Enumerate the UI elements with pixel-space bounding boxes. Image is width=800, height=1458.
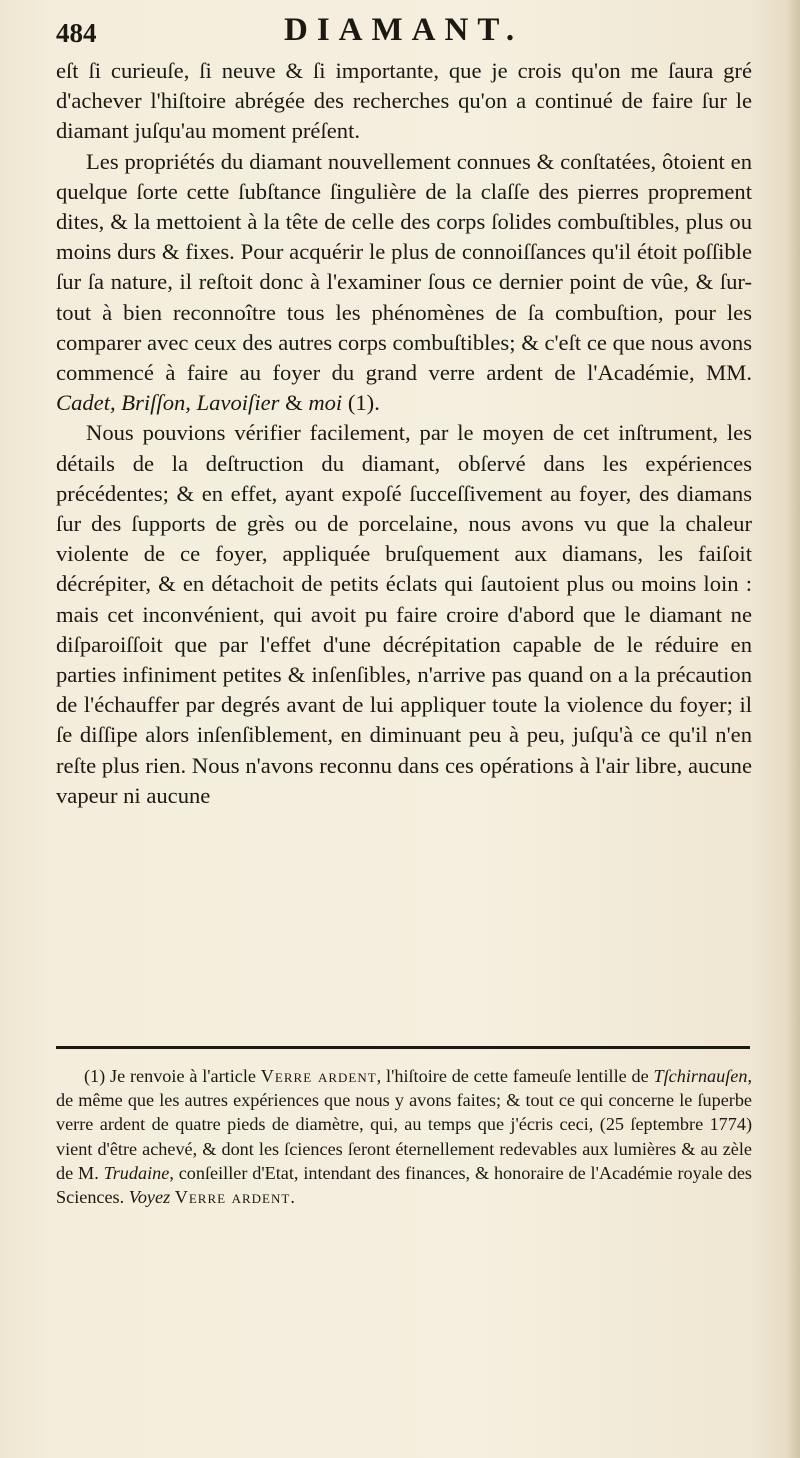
page-edge-shadow [786,0,800,1458]
text-run: , l'hiſtoire de cette fameuſe lentille de [376,1066,654,1086]
main-text [56,56,752,811]
footnote [56,1064,752,1209]
text-run: (1) Je renvoie à l'article [84,1066,261,1086]
paragraph [56,56,752,147]
paragraph [56,418,752,811]
text-run: Les propriétés du diamant nouvellement connues & conſtatées, ôtoient en quelque ſorte cette ſubſtance ſingulière de la claſſe des pierres proprement dites, & la mettoient à la tête de celle des corps ſolides combuſtibles, plus ou moins durs & fixes. Pour acquérir le plus de connoiſſances qu'il étoit poſſible ſur ſa nature, il reſtoit donc à l'examiner ſous ce dernier point de vûe, & ſur-tout à bien reconnoître tous les phénomènes de ſa combuſtion, pour les comparer avec ceux des autres corps combuſtibles; & c'eſt ce que nous avons commencé à faire au foyer du grand verre ardent de l'Académie, MM. [56,148,752,386]
text-run: & [279,390,309,416]
text-run: (1). [342,390,380,416]
page-number: 484 [56,18,97,48]
running-title: DIAMANT. [284,12,524,48]
text-run: Nous pouvions vérifier facilement, par le moyen de cet inſtrument, les détails de la deſtruction du diamant, obſervé dans les expériences précédentes; & en effet, ayant expoſé ſucceſſivement au foyer, des diamans ſur des ſupports de grès ou de porcelaine, nous avons vu que la chaleur violente de ce foyer, appliquée bruſquement aux diamans, les faiſoit décrépiter, & en détachoit de petits éclats qui ſautoient plus ou moins loin : mais cet inconvénient, qui avoit pu faire croire d'abord que le diamant ne diſparoiſſoit que par l'effet d'une décrépitation capable de le réduire en parties infiniment petites & inſenſibles, n'arrive pas quand on a la précaution de l'échauffer par degrés avant de lui appliquer toute la violence du foyer; il ſe diſſipe alors inſenſiblement, en diminuant peu à peu, juſqu'à ce qu'il n'en reſte plus rien. Nous n'avons reconnu dans ces opérations à l'air libre, aucune vapeur ni aucune [56,420,752,808]
footnote-rule [56,1046,750,1049]
small-caps-text: Verre ardent. [174,1187,296,1208]
italic-text: Tſchirnauſen [653,1066,748,1086]
text-run: , de même que les autres expériences que nous y avons faites; & tout ce qui concerne le ſuperbe verre ardent de quatre pieds de diamètre, qui, au temps que j'écris ceci, (25 ſeptembre 1774) vient d'être achevé, & dont les ſciences ſeront éternellement redevables aux lumières & au zèle de M. [56,1066,752,1183]
text-run: , conſeiller d'Etat, intendant des finances, & honoraire de l'Académie royale des Sciences. [56,1162,752,1208]
italic-text: Trudaine [103,1162,170,1183]
footnote-text [56,1064,752,1209]
small-caps-text: Verre ardent [260,1066,377,1086]
italic-text: Cadet, Briſſon, Lavoiſier [56,390,280,416]
text-run: eſt ſi curieuſe, ſi neuve & ſi importante, que je crois qu'on me ſaura gré d'achever l'hiſtoire abrégée des recherches qu'on a continué de faire ſur le diamant juſqu'au moment préſent. [56,58,752,144]
italic-text: Voyez [128,1187,171,1208]
italic-text: moi [308,390,343,416]
page-header [56,12,746,52]
paragraph [56,147,752,419]
